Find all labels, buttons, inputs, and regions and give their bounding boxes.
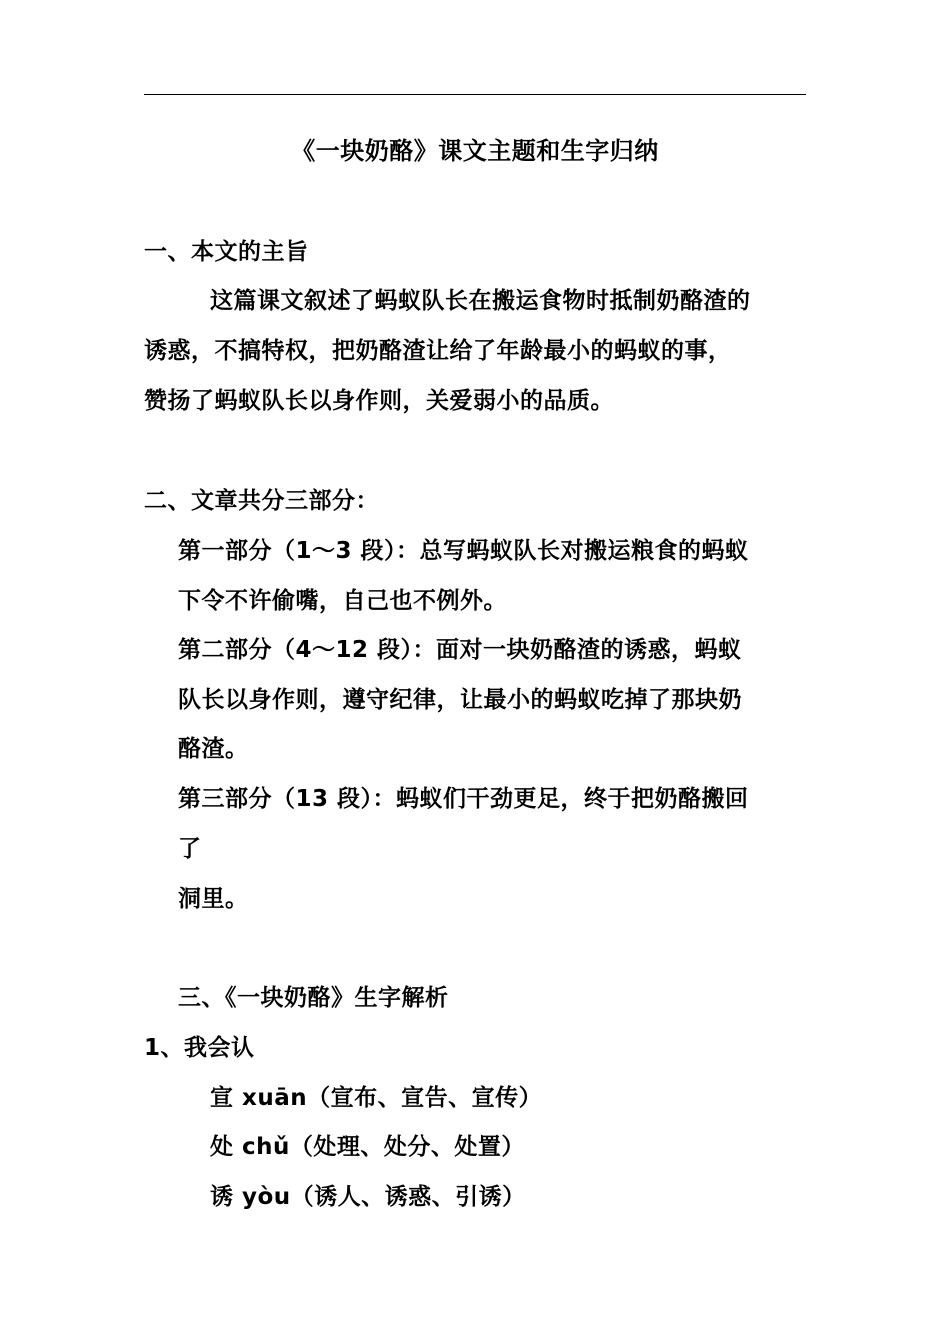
character-entry: 诱 yòu（诱人、诱惑、引诱） xyxy=(210,1184,526,1210)
section1-heading: 一、本文的主旨 xyxy=(144,239,309,265)
section2-line: 第一部分（1～3 段）：总写蚂蚁队长对搬运粮食的蚂蚁 xyxy=(178,538,749,564)
section2-line: 下令不许偷嘴，自己也不例外。 xyxy=(178,588,507,614)
section2-line: 酪渣。 xyxy=(178,736,249,762)
section1-line: 赞扬了蚂蚁队长以身作则，关爱弱小的品质。 xyxy=(144,388,614,414)
section2-line: 了 xyxy=(178,836,202,862)
section2-line: 洞里。 xyxy=(178,886,249,912)
section2-heading: 二、文章共分三部分： xyxy=(144,488,379,514)
section2-line: 第三部分（13 段）：蚂蚁们干劲更足，终于把奶酪搬回 xyxy=(178,786,749,812)
page-title: 《一块奶酪》课文主题和生字归纳 xyxy=(291,137,659,165)
header-rule xyxy=(144,94,806,95)
section3-subheading: 1、我会认 xyxy=(144,1035,255,1061)
character-entry: 宣 xuān（宣布、宣告、宣传） xyxy=(210,1085,543,1111)
section3-heading: 三、《一块奶酪》生字解析 xyxy=(178,985,449,1011)
section1-line: 诱惑，不搞特权，把奶酪渣让给了年龄最小的蚂蚁的事， xyxy=(144,338,732,364)
section2-line: 第二部分（4～12 段）：面对一块奶酪渣的诱惑，蚂蚁 xyxy=(178,637,742,663)
section2-line: 队长以身作则，遵守纪律，让最小的蚂蚁吃掉了那块奶 xyxy=(178,687,742,713)
character-entry: 处 chǔ（处理、处分、处置） xyxy=(210,1134,525,1160)
section1-line: 这篇课文叙述了蚂蚁队长在搬运食物时抵制奶酪渣的 xyxy=(210,288,751,314)
